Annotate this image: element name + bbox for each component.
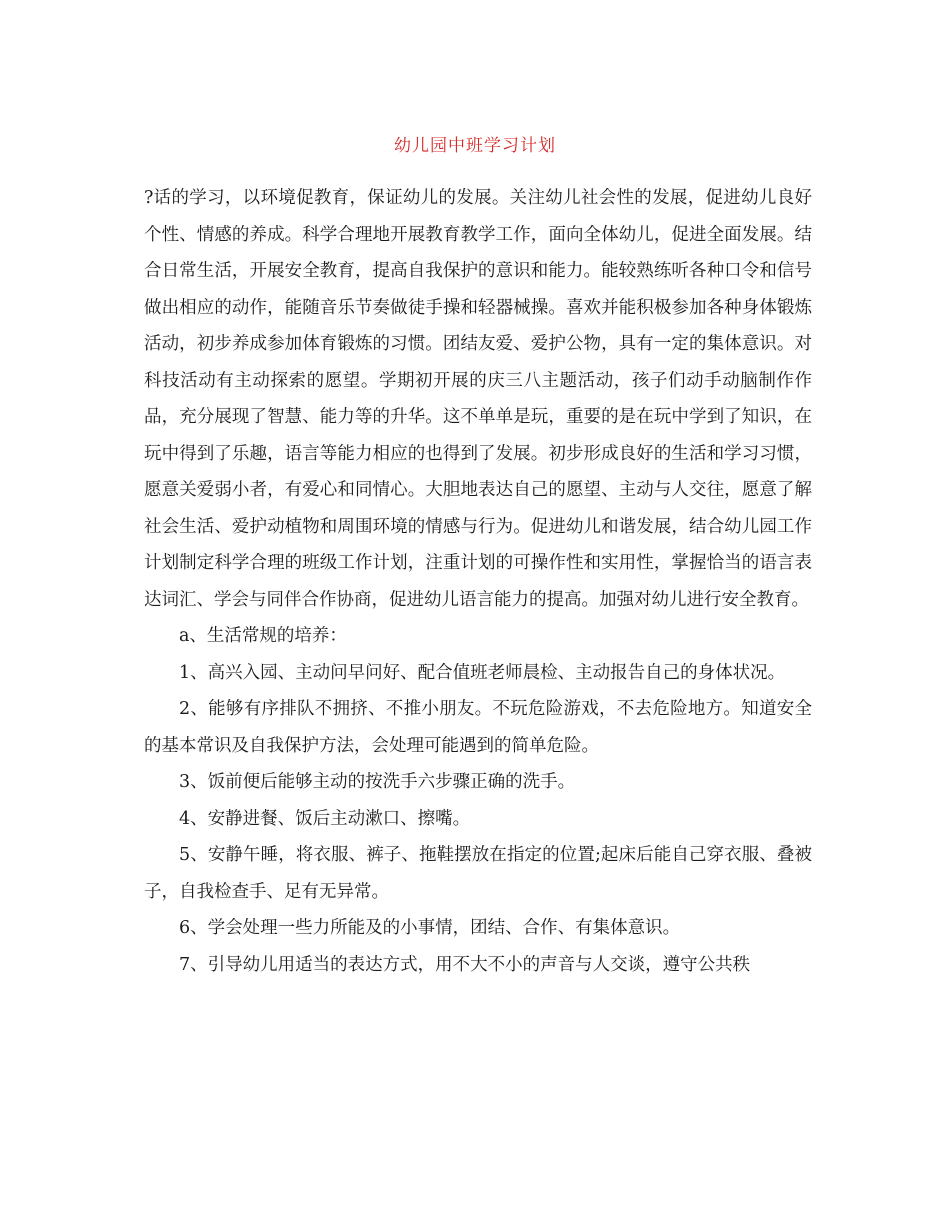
document-title: 幼儿园中班学习计划 xyxy=(394,136,556,156)
document-body xyxy=(144,180,812,983)
paragraph-item-4: 4、安静进餐、饭后主动漱口、擦嘴。 xyxy=(179,808,471,829)
paragraph-item-3: 3、饭前便后能够主动的按洗手六步骤正确的洗手。 xyxy=(179,772,576,792)
paragraph-item-2: 2、能够有序排队不拥挤、不推小朋友。不玩危险游戏，不去危险地方。知道安全的基本常识及自我保护方法，会处理可能遇到的简单危险。 xyxy=(144,699,812,756)
paragraph-item-7: 7、引导幼儿用适当的表达方式，用不大不小的声音与人交谈，遵守公共秩 xyxy=(179,954,751,975)
paragraph-intro: ?话的学习，以环境促教育，保证幼儿的发展。关注幼儿社会性的发展，促进幼儿良好个性、情感的养成。科学合理地开展教育教学工作，面向全体幼儿，促进全面发展。结合日常生活，开展安全教育，提高自我保护的意识和能力。能较熟练听各种口令和信号做出相应的动作，能随音乐节奏做徒手操和轻器械操。喜欢并能积极参加各种身体锻炼活动，初步养成参加体育锻炼的习惯。团结友爱、爱护公物，具有一定的集体意识。对科技活动有主动探索的愿望。学期初开展的庆三八主题活动，孩子们动手动脑制作作品，充分展现了智慧、能力等的升华。这不单单是玩，重要的是在玩中学到了知识，在玩中得到了乐趣，语言等能力相应的也得到了发展。初步形成良好的生活和学习习惯，愿意关爱弱小者，有爱心和同情心。大胆地表达自己的愿望、主动与人交往，愿意了解社会生活、爱护动植物和周围环境的情感与行为。促进幼儿和谐发展，结合幼儿园工作计划制定科学合理的班级工作计划，注重计划的可操作性和实用性，掌握恰当的语言表达词汇、学会与同伴合作协商，促进幼儿语言能力的提高。加强对幼儿进行安全教育。 xyxy=(144,188,812,610)
paragraph-item-5: 5、安静午睡，将衣服、裤子、拖鞋摆放在指定的位置;起床后能自己穿衣服、叠被子，自我检查手、足有无异常。 xyxy=(144,845,812,902)
paragraph-item-1: 1、高兴入园、主动问早问好、配合值班老师晨检、主动报告自己的身体状况。 xyxy=(179,662,786,683)
paragraph-section-heading: a、生活常规的培养： xyxy=(179,626,347,646)
paragraph-item-6: 6、学会处理一些力所能及的小事情，团结、合作、有集体意识。 xyxy=(179,918,681,938)
